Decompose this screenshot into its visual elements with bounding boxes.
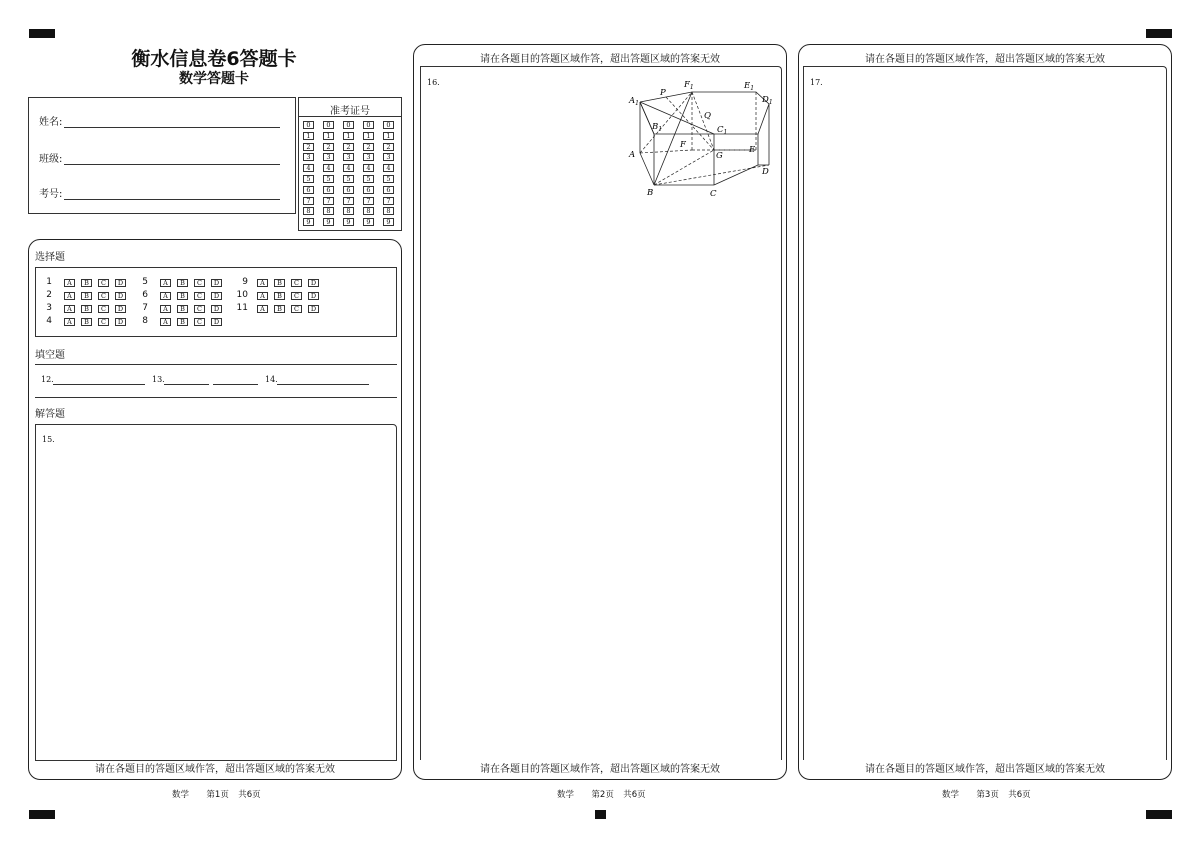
registration-mark-bottom-center (595, 810, 606, 819)
admission-number-box (298, 97, 402, 231)
choice-option-a-bubble[interactable]: A (160, 292, 171, 300)
label-D: D (762, 167, 769, 177)
choice-question-number: 4 (46, 316, 52, 326)
footer-2-total: 共6页 (623, 790, 646, 800)
choice-option-c-bubble[interactable]: C (98, 318, 109, 326)
blank-12-label: 12. (41, 375, 54, 384)
choice-option-b-bubble[interactable]: B (81, 305, 92, 313)
label-A: A (629, 150, 636, 160)
q17-number: 17. (810, 78, 823, 87)
admission-digit-bubble[interactable]: 2 (363, 143, 374, 151)
admission-digit-bubble[interactable]: 7 (383, 197, 394, 205)
admission-digit-bubble[interactable]: 2 (303, 143, 314, 151)
q15-number: 15. (42, 435, 55, 444)
admission-digit-bubble[interactable]: 3 (303, 153, 314, 161)
choice-option-c-bubble[interactable]: C (291, 305, 302, 313)
admission-digit-bubble[interactable]: 6 (383, 186, 394, 194)
choice-option-b-bubble[interactable]: B (274, 305, 285, 313)
choice-question-number: 7 (142, 303, 148, 313)
choice-option-c-bubble[interactable]: C (194, 292, 205, 300)
choice-option-c-bubble[interactable]: C (98, 279, 109, 287)
choice-option-c-bubble[interactable]: C (98, 305, 109, 313)
panel-2-notice: 请在各题目的答题区域作答，超出答题区域的答案无效 (480, 764, 720, 775)
admission-digit-bubble[interactable]: 4 (303, 164, 314, 172)
choice-option-c-bubble[interactable]: C (194, 279, 205, 287)
choice-option-b-bubble[interactable]: B (81, 279, 92, 287)
choice-option-d-bubble[interactable]: D (308, 279, 319, 287)
choice-question-number: 11 (236, 303, 248, 313)
choice-option-a-bubble[interactable]: A (160, 305, 171, 313)
admission-digit-bubble[interactable]: 3 (383, 153, 394, 161)
footer-1-page: 第1页 (206, 790, 229, 800)
admission-digit-bubble[interactable]: 5 (343, 175, 354, 183)
class-label: 班级: (39, 154, 63, 165)
choice-option-b-bubble[interactable]: B (81, 318, 92, 326)
admission-digit-bubble[interactable]: 5 (363, 175, 374, 183)
name-row (39, 113, 280, 128)
choice-section-box (35, 267, 397, 337)
admission-digit-bubble[interactable]: 0 (303, 121, 314, 129)
admission-digit-bubble[interactable]: 8 (323, 207, 334, 215)
choice-option-b-bubble[interactable]: B (177, 305, 188, 313)
choice-option-a-bubble[interactable]: A (64, 279, 75, 287)
admission-digit-bubble[interactable]: 3 (363, 153, 374, 161)
footer-2-subject: 数学 (557, 790, 575, 800)
admission-digit-bubble[interactable]: 0 (323, 121, 334, 129)
admission-digit-bubble[interactable]: 7 (363, 197, 374, 205)
choice-question-number: 9 (242, 277, 248, 287)
choice-option-a-bubble[interactable]: A (257, 305, 268, 313)
choice-option-c-bubble[interactable]: C (194, 318, 205, 326)
label-A1: $A_1$ (629, 96, 639, 107)
footer-1-subject: 数学 (172, 790, 190, 800)
panel-3-notice: 请在各题目的答题区域作答，超出答题区域的答案无效 (865, 764, 1105, 775)
choice-question-number: 5 (142, 277, 148, 287)
choice-option-c-bubble[interactable]: C (291, 292, 302, 300)
geometry-figure (626, 75, 776, 199)
admission-digit-bubble[interactable]: 7 (303, 197, 314, 205)
choice-option-c-bubble[interactable]: C (98, 292, 109, 300)
admission-digit-bubble[interactable]: 5 (303, 175, 314, 183)
choice-option-a-bubble[interactable]: A (160, 318, 171, 326)
admission-digit-bubble[interactable]: 3 (323, 153, 334, 161)
label-C: C (710, 189, 717, 199)
admission-digit-bubble[interactable]: 4 (323, 164, 334, 172)
fill-bottom-line (35, 397, 397, 398)
admission-digit-bubble[interactable]: 6 (363, 186, 374, 194)
choice-option-b-bubble[interactable]: B (177, 279, 188, 287)
label-E: E (749, 145, 756, 155)
answer-panel-3 (798, 44, 1172, 780)
admission-digit-bubble[interactable]: 8 (343, 207, 354, 215)
admission-digit-bubble[interactable]: 0 (343, 121, 354, 129)
fill-top-line (35, 364, 397, 365)
admission-digit-bubble[interactable]: 5 (383, 175, 394, 183)
choice-option-d-bubble[interactable]: D (115, 292, 126, 300)
choice-option-a-bubble[interactable]: A (160, 279, 171, 287)
choice-option-d-bubble[interactable]: D (115, 305, 126, 313)
blank-13-line-a[interactable] (164, 384, 209, 385)
choice-option-d-bubble[interactable]: D (308, 292, 319, 300)
admission-digit-bubble[interactable]: 1 (303, 132, 314, 140)
admission-digit-bubble[interactable]: 9 (323, 218, 334, 226)
admission-digit-bubble[interactable]: 1 (323, 132, 334, 140)
footer-page-1 (172, 788, 261, 800)
page-subtitle: 数学答题卡 (179, 71, 249, 87)
admission-digit-bubble[interactable]: 1 (363, 132, 374, 140)
blank-14-line[interactable] (277, 384, 369, 385)
label-F: F (680, 140, 686, 150)
panel-1-notice: 请在各题目的答题区域作答，超出答题区域的答案无效 (95, 764, 335, 775)
admission-digit-bubble[interactable]: 6 (323, 186, 334, 194)
choice-section-label: 选择题 (35, 252, 65, 263)
blank-13-line-b[interactable] (213, 384, 258, 385)
choice-option-c-bubble[interactable]: C (194, 305, 205, 313)
admission-digit-bubble[interactable]: 6 (303, 186, 314, 194)
choice-option-a-bubble[interactable]: A (257, 292, 268, 300)
label-D1: $D_1$ (762, 95, 773, 106)
class-row (39, 150, 280, 165)
choice-question-number: 8 (142, 316, 148, 326)
label-B1: $B_1$ (652, 122, 663, 133)
admission-number-title: 准考证号 (330, 106, 370, 117)
label-E1: $E_1$ (744, 81, 755, 92)
registration-mark-top-left (29, 29, 55, 38)
admission-digit-grid (299, 98, 403, 232)
choice-option-a-bubble[interactable]: A (257, 279, 268, 287)
label-C1: $C_1$ (717, 125, 728, 136)
q17-answer-area[interactable] (803, 66, 1167, 760)
panel-3-notice-top: 请在各题目的答题区域作答，超出答题区域的答案无效 (865, 54, 1105, 65)
exam-no-field[interactable] (64, 188, 280, 200)
admission-digit-bubble[interactable]: 9 (303, 218, 314, 226)
admission-digit-bubble[interactable]: 4 (363, 164, 374, 172)
choice-question-number: 2 (46, 290, 52, 300)
admission-digit-bubble[interactable]: 4 (383, 164, 394, 172)
admission-digit-bubble[interactable]: 7 (343, 197, 354, 205)
label-G: G (716, 151, 723, 161)
registration-mark-top-right (1146, 29, 1172, 38)
admission-digit-bubble[interactable]: 0 (363, 121, 374, 129)
admission-digit-bubble[interactable]: 7 (323, 197, 334, 205)
panel-2-notice-top: 请在各题目的答题区域作答，超出答题区域的答案无效 (480, 54, 720, 65)
answer-panel-1 (28, 239, 402, 780)
footer-3-subject: 数学 (942, 790, 960, 800)
choice-question-number: 1 (46, 277, 52, 287)
admission-digit-bubble[interactable]: 1 (343, 132, 354, 140)
student-info-box (28, 97, 296, 214)
choice-option-d-bubble[interactable]: D (211, 305, 222, 313)
solution-section-label: 解答题 (35, 409, 65, 420)
label-P: P (660, 88, 666, 98)
choice-option-c-bubble[interactable]: C (291, 279, 302, 287)
choice-option-a-bubble[interactable]: A (64, 292, 75, 300)
choice-option-d-bubble[interactable]: D (211, 318, 222, 326)
q15-answer-area[interactable] (35, 424, 397, 761)
admission-digit-bubble[interactable]: 9 (383, 218, 394, 226)
admission-digit-bubble[interactable]: 5 (323, 175, 334, 183)
choice-option-b-bubble[interactable]: B (177, 318, 188, 326)
admission-digit-bubble[interactable]: 0 (383, 121, 394, 129)
choice-option-d-bubble[interactable]: D (211, 292, 222, 300)
name-label: 姓名: (39, 117, 63, 128)
choice-option-b-bubble[interactable]: B (274, 279, 285, 287)
choice-option-d-bubble[interactable]: D (308, 305, 319, 313)
admission-digit-bubble[interactable]: 9 (343, 218, 354, 226)
answer-panel-2 (413, 44, 787, 780)
choice-option-a-bubble[interactable]: A (64, 305, 75, 313)
choice-question-number: 10 (236, 290, 248, 300)
admission-digit-bubble[interactable]: 8 (383, 207, 394, 215)
label-F1: $F_1$ (684, 80, 694, 91)
footer-page-2 (557, 788, 646, 800)
q16-number: 16. (427, 78, 440, 87)
name-field[interactable] (64, 116, 280, 128)
blank-14-label: 14. (265, 375, 278, 384)
fill-section-label: 填空题 (35, 350, 65, 361)
choice-question-number: 6 (142, 290, 148, 300)
choice-option-d-bubble[interactable]: D (115, 279, 126, 287)
q16-answer-area[interactable] (420, 66, 782, 760)
registration-mark-bottom-right (1146, 810, 1172, 819)
label-Q: Q (704, 111, 711, 121)
admission-digit-bubble[interactable]: 2 (343, 143, 354, 151)
exam-no-label: 考号: (39, 189, 63, 200)
label-B: B (647, 188, 654, 198)
admission-digit-bubble[interactable]: 2 (323, 143, 334, 151)
admission-digit-bubble[interactable]: 9 (363, 218, 374, 226)
choice-option-d-bubble[interactable]: D (211, 279, 222, 287)
admission-digit-bubble[interactable]: 6 (343, 186, 354, 194)
choice-option-a-bubble[interactable]: A (64, 318, 75, 326)
footer-3-total: 共6页 (1008, 790, 1031, 800)
page-title: 衡水信息卷6答题卡 (131, 48, 297, 70)
choice-option-b-bubble[interactable]: B (177, 292, 188, 300)
choice-question-number: 3 (46, 303, 52, 313)
admission-digit-bubble[interactable]: 1 (383, 132, 394, 140)
admission-digit-bubble[interactable]: 8 (303, 207, 314, 215)
footer-3-page: 第3页 (976, 790, 999, 800)
footer-page-3 (942, 788, 1031, 800)
choice-option-d-bubble[interactable]: D (115, 318, 126, 326)
exam-no-row (39, 185, 280, 200)
admission-digit-bubble[interactable]: 2 (383, 143, 394, 151)
registration-mark-bottom-left (29, 810, 55, 819)
blank-12-line[interactable] (53, 384, 145, 385)
admission-digit-bubble[interactable]: 8 (363, 207, 374, 215)
footer-2-page: 第2页 (591, 790, 614, 800)
footer-1-total: 共6页 (238, 790, 261, 800)
admission-digit-bubble[interactable]: 3 (343, 153, 354, 161)
choice-option-b-bubble[interactable]: B (81, 292, 92, 300)
class-field[interactable] (64, 153, 280, 165)
blank-13-label: 13. (152, 375, 165, 384)
choice-option-b-bubble[interactable]: B (274, 292, 285, 300)
admission-digit-bubble[interactable]: 4 (343, 164, 354, 172)
